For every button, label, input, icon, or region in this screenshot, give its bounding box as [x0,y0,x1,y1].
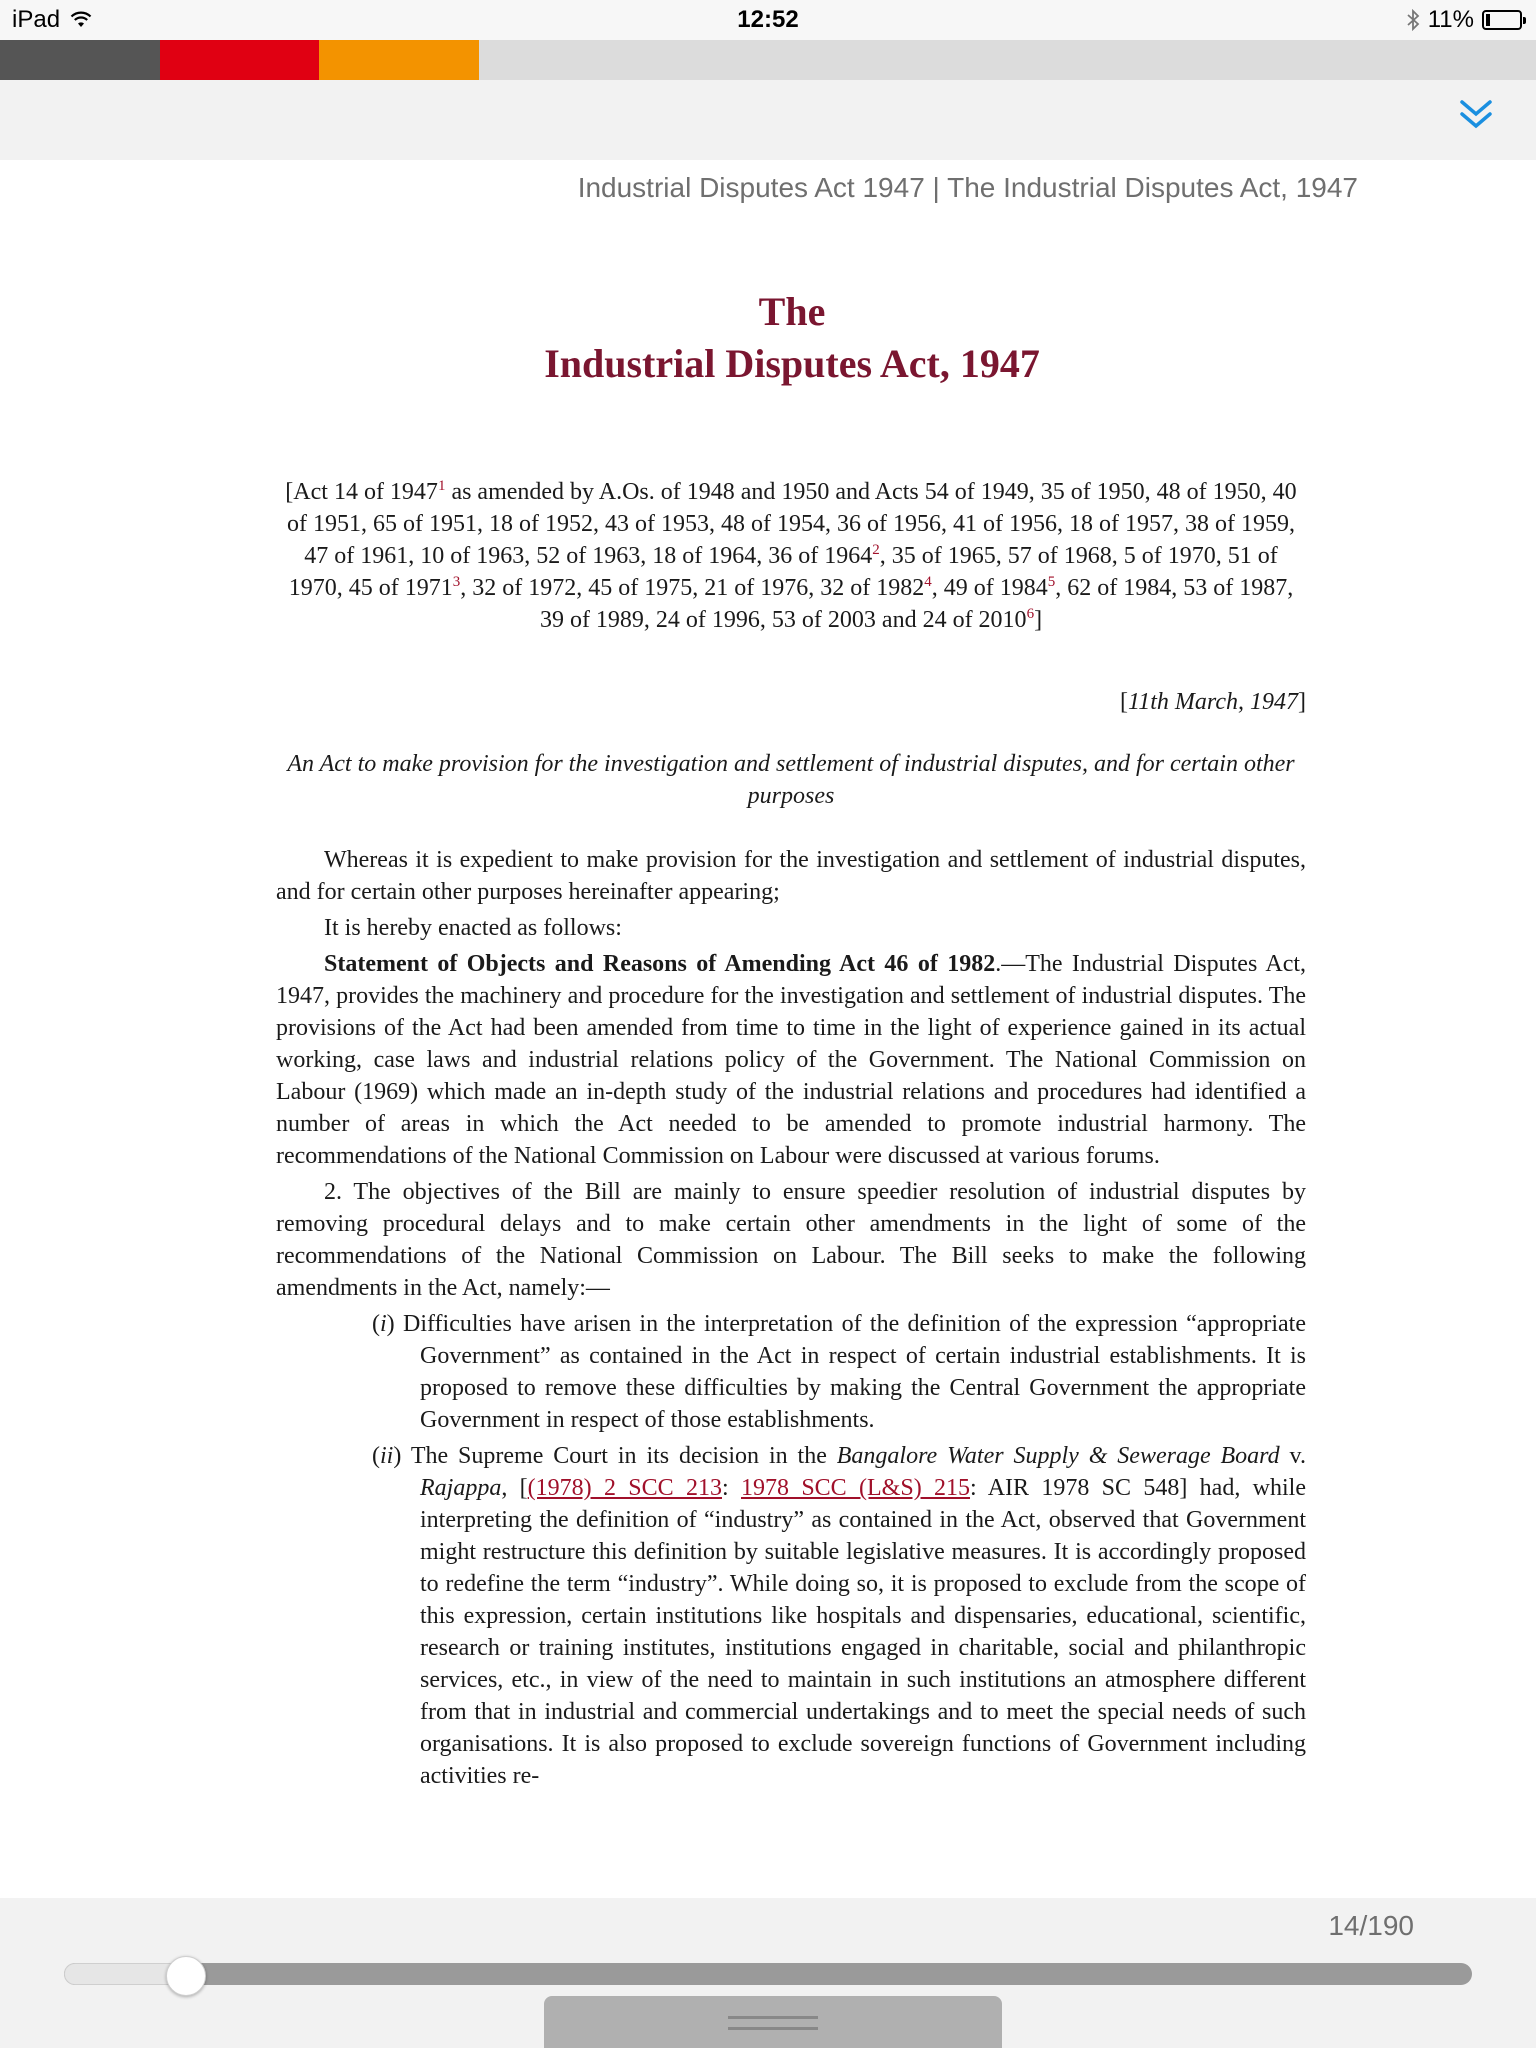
document-body [276,844,1306,1796]
document-title [0,286,1536,390]
page-indicator: 14/190 [1328,1910,1414,1941]
strip-segment-red [160,40,319,80]
clock: 12:52 [737,6,799,33]
strip-segment-gray [0,40,160,80]
preamble: An Act to make provision for the investigation and settlement of industrial disputes, and for certain other purposes [287,751,1295,809]
page-slider[interactable] [64,1963,1472,1985]
title-line-2: Industrial Disputes Act, 1947 [544,341,1040,386]
footnote-5[interactable]: 5 [1047,574,1056,590]
footnote-4[interactable]: 4 [924,574,932,590]
footnote-3[interactable]: 3 [452,574,461,590]
color-strip [0,40,1536,80]
enacted-paragraph: It is hereby enacted as follows: [324,915,622,941]
statement-of-objects: Statement of Objects and Reasons of Amending Act 46 of 1982.—The Industrial Disputes Act, 1947, provides the machinery and procedure for the investigation and settlement of industrial disputes. The provisions of the Act had been amended from time to time in the light of experience gained in its actual working, case laws and industrial relations policy of the Government. The National Commission on Labour (1969) which made an in-depth study of the industrial relations and procedures had identified a number of areas in which the Act needed to be amended to promote industrial harmony. The recommendations of the National Commission on Labour were discussed at various forums. [276,951,1307,1169]
slider-thumb[interactable] [166,1956,206,1996]
drawer-handle[interactable] [544,1996,1002,2048]
list-item: (i) Difficulties have arisen in the interpretation of the definition of the expression “appropriate Government” as contained in the Act in respect of certain industrial establishments. It is proposed to remove these difficulties by making the Central Government the appropriate Government in respect of those establishments. [372,1311,1306,1433]
device-name: iPad [12,6,61,33]
status-bar [0,0,1536,40]
running-header: Industrial Disputes Act 1947 | The Industrial Disputes Act, 1947 [577,172,1358,203]
double-chevron-down-icon[interactable] [1454,92,1498,136]
whereas-paragraph: Whereas it is expedient to make provision for the investigation and settlement of industrial disputes, and for certain other purposes hereinafter appearing; [276,847,1306,905]
enactment-date: [11th March, 1947] [1120,689,1306,715]
footnote-6[interactable]: 6 [1026,606,1035,622]
footnote-2[interactable]: 2 [872,542,880,558]
battery-icon [1482,10,1522,30]
footnote-1[interactable]: 1 [437,478,446,494]
amendment-history: [Act 14 of 1947$^1$ as amended by A.Os. of 1948 and 1950 and Acts 54 of 1949, 35 of 1950, 48 of 1950, 40 of 1951, 65 of 1951, 18 of 1952, 43 of 1953, 48 of 1954, 36 of 1956, 41 of 1956, 18 of 1957, 38 of 1959, 47 of 1961, 10 of 1963, 52 of 1963, 18 of 1964, 36 of 1964$^2$, 35 of 1965, 57 of 1968, 5 of 1970, 51 of 1970, 45 of 1971$^3$, 32 of 1972, 45 of 1975, 21 of 1976, 32 of 1982$^4$, 49 of 1984$^5$, 62 of 1984, 53 of 1987, 39 of 1989, 24 of 1996, 53 of 2003 and 24 of 2010$^6$] [285,478,1297,633]
grip-icon [728,2016,818,2030]
bluetooth-icon [1406,9,1420,31]
objectives-paragraph: 2. The objectives of the Bill are mainly to ensure speedier resolution of industrial disputes by removing procedural delays and to make certain other amendments in the light of some of the recommendations of the National Commission on Labour. The Bill seeks to make the following amendments in the Act, namely:— [276,1179,1306,1301]
citation-link-scc-ls[interactable]: 1978 SCC (L&S) 215 [741,1475,971,1501]
toolbar [0,80,1536,160]
citation-link-scc[interactable]: (1978) 2 SCC 213 [527,1475,722,1501]
battery-percent: 11% [1427,6,1474,33]
strip-segment-orange [319,40,479,80]
list-item: (ii) The Supreme Court in its decision in the Bangalore Water Supply & Sewerage Board v. Rajappa, [(1978) 2 SCC 213: 1978 SCC (L&S) 215: AIR 1978 SC 548] had, while interpreting the definition of “industry” as contained in the Act, observed that Government might restructure this definition by suitable legislative measures. It is accordingly proposed to redefine the term “industry”. While doing so, it is proposed to exclude from the scope of this expression, certain institutions like hospitals and dispensaries, educational, scientific, research or training institutes, institutions engaged in charitable, social and philanthropic services, etc., in view of the need to maintain in such institutions an atmosphere different from that in industrial and commercial undertakings and to meet the special needs of such organisations. It is also proposed to exclude sovereign functions of Government including activities re- [372,1443,1306,1789]
title-line-1: The [758,289,826,334]
